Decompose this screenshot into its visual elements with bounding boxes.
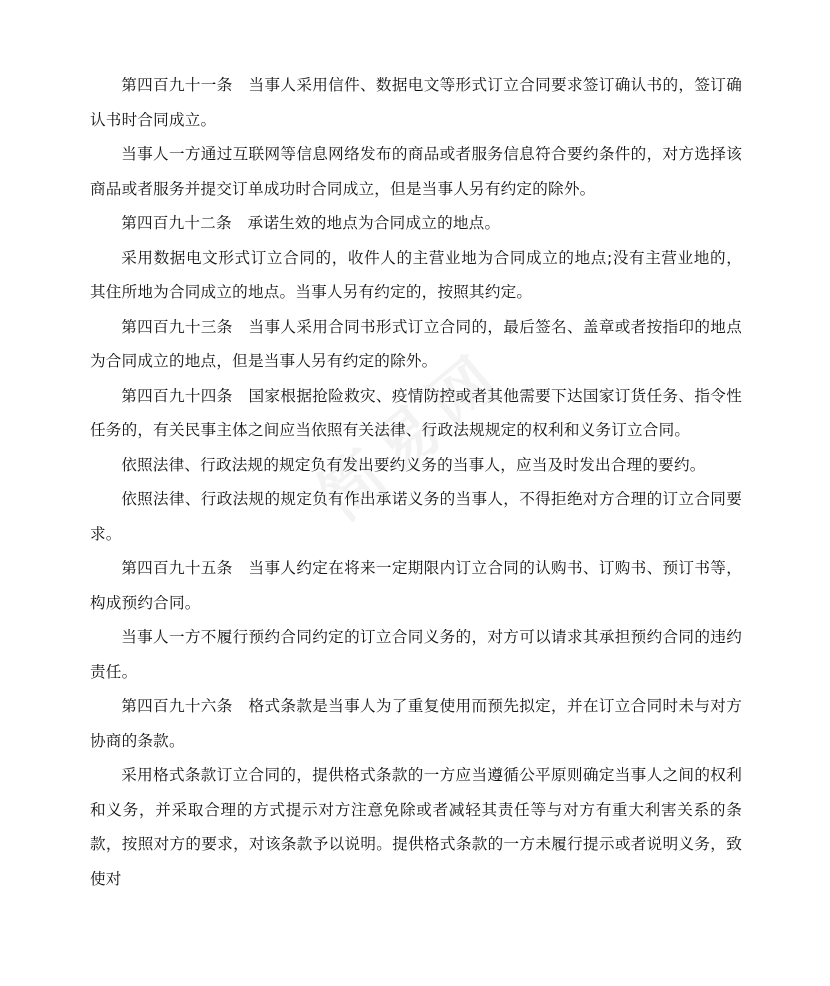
paragraph: 第四百九十一条 当事人采用信件、数据电文等形式订立合同要求签订确认书的，签订确认书时合同成立。 xyxy=(90,76,742,129)
paragraph: 第四百九十六条 格式条款是当事人为了重复使用而预先拟定，并在订立合同时未与对方协商的条款。 xyxy=(90,697,742,750)
paragraph: 第四百九十四条 国家根据抢险救灾、疫情防控或者其他需要下达国家订货任务、指令性任务的，有关民事主体之间应当依照有关法律、行政法规规定的权利和义务订立合同。 xyxy=(90,386,742,439)
document-body xyxy=(90,68,742,896)
paragraph: 依照法律、行政法规的规定负有作出承诺义务的当事人，不得拒绝对方合理的订立合同要求。 xyxy=(90,490,742,543)
paragraph: 第四百九十三条 当事人采用合同书形式订立合同的，最后签名、盖章或者按指印的地点为合同成立的地点，但是当事人另有约定的除外。 xyxy=(90,317,742,370)
paragraph: 当事人一方通过互联网等信息网络发布的商品或者服务信息符合要约条件的，对方选择该商品或者服务并提交订单成功时合同成立，但是当事人另有约定的除外。 xyxy=(90,145,742,198)
paragraph: 第四百九十五条 当事人约定在将来一定期限内订立合同的认购书、订购书、预订书等，构成预约合同。 xyxy=(90,559,742,612)
paragraph: 采用数据电文形式订立合同的，收件人的主营业地为合同成立的地点;没有主营业地的，其住所地为合同成立的地点。当事人另有约定的，按照其约定。 xyxy=(90,248,742,301)
paragraph: 第四百九十二条 承诺生效的地点为合同成立的地点。 xyxy=(121,214,501,232)
paragraph: 当事人一方不履行预约合同约定的订立合同义务的，对方可以请求其承担预约合同的违约责任。 xyxy=(90,628,742,681)
paragraph: 依照法律、行政法规的规定负有发出要约义务的当事人，应当及时发出合理的要约。 xyxy=(121,455,706,474)
paragraph: 采用格式条款订立合同的，提供格式条款的一方应当遵循公平原则确定当事人之间的权利和义务，并采取合理的方式提示对方注意免除或者减轻其责任等与对方有重大利害关系的条款，按照对方的要求，对该条款予以说明。提供格式条款的一方未履行提示或者说明义务，致使对 xyxy=(90,766,742,888)
